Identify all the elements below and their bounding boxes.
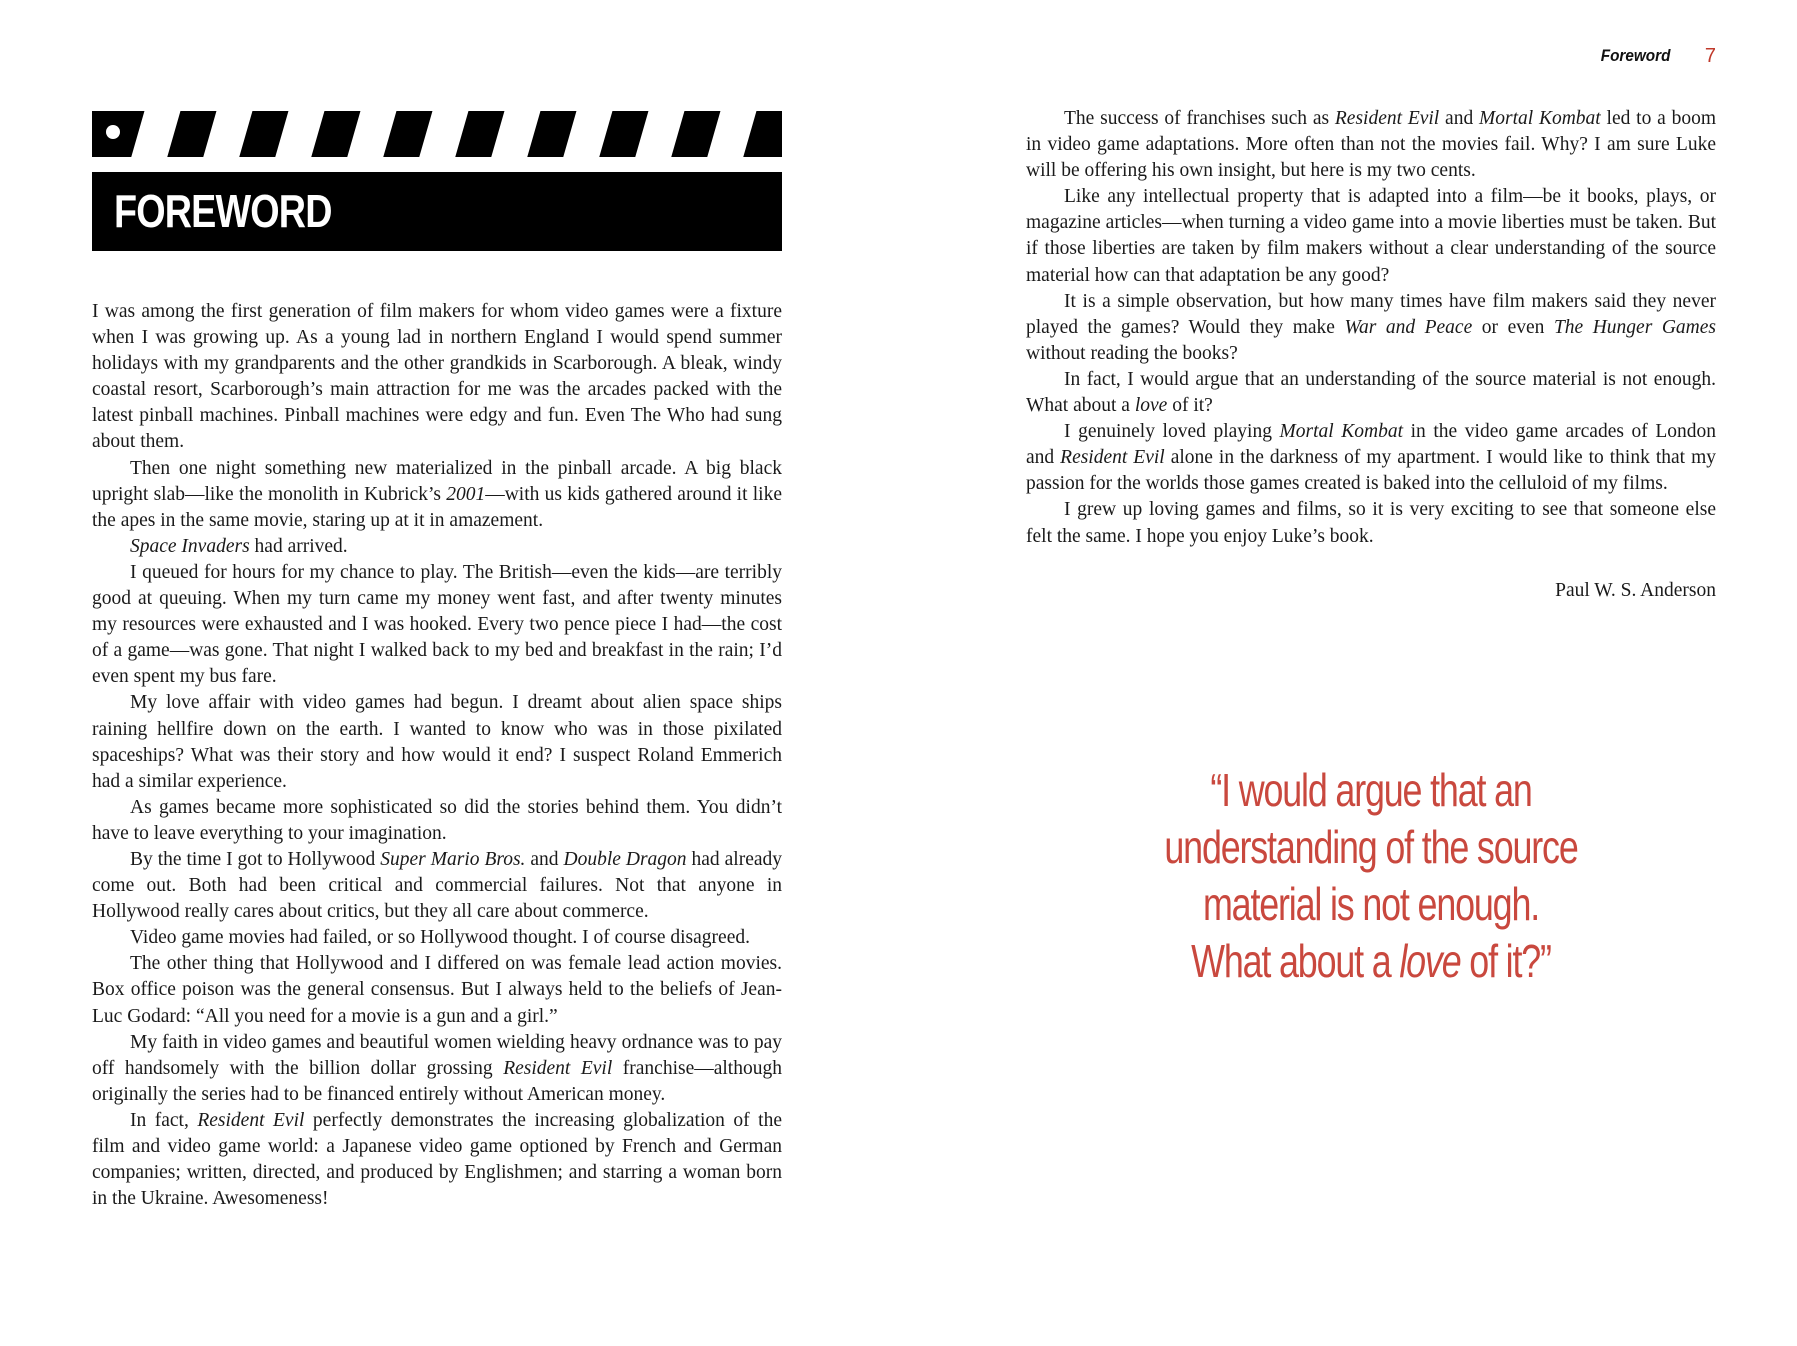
paragraph xyxy=(92,951,782,1029)
italic-text: love xyxy=(1399,935,1461,987)
clapper-stripe xyxy=(273,111,325,157)
text-run: and xyxy=(525,848,564,870)
text-run: I was among the first generation of film makers for whom video games were a fixture when I was growing up. As a young lad in northern England I would spend summer holidays with my grandparents and the other grandkids in Scarborough. A bleak, windy coastal resort, Scarborough’s main attraction for me was the arcades packed with the latest pinball machines. Pinball machines were edgy and fun. Even The Who had sung about them. xyxy=(92,301,782,453)
italic-text: Resident Evil xyxy=(197,1109,305,1131)
text-run: —with us kids gathered around it like the apes in the same movie, staring up at it in amazement. xyxy=(92,483,782,531)
italic-text: Mortal Kombat xyxy=(1279,421,1404,443)
clapper-stripe xyxy=(705,111,757,157)
text-run: The success of franchises such as xyxy=(1064,108,1335,129)
paragraph xyxy=(92,795,782,847)
italic-text: Resident Evil xyxy=(1334,108,1440,129)
clapperboard-hole-icon xyxy=(106,125,120,139)
text-run: of it?” xyxy=(1460,935,1551,987)
italic-text: love xyxy=(1134,395,1168,417)
paragraph xyxy=(92,925,782,951)
paragraph xyxy=(92,560,782,690)
text-run: As games became more sophisticated so did the stories behind them. You didn’t have to leave everything to your imagination. xyxy=(92,796,782,844)
italic-text: Super Mario Bros. xyxy=(380,848,526,870)
clapper-stripe xyxy=(417,111,469,157)
text-run: without reading the books? xyxy=(1026,342,1238,364)
paragraph xyxy=(92,299,782,456)
running-title: Foreword xyxy=(1600,46,1670,65)
clapper-stripe xyxy=(633,111,685,157)
left-page xyxy=(92,0,782,1346)
italic-text: Resident Evil xyxy=(1060,447,1165,469)
text-run: of it? xyxy=(1167,395,1213,417)
clapper-stripe xyxy=(129,111,181,157)
text-run: material is not enough. xyxy=(1202,878,1540,930)
text-run: Like any intellectual property that is adapted into a film—be it books, plays, or magazine articles—when turning a video game into a movie liberties must be taken. But if those liberties are taken by film makers without a clear understanding of the source material how can that adaptation be any good? xyxy=(1026,186,1716,286)
clapper-stripe xyxy=(561,111,613,157)
text-run: Video game movies had failed, or so Hollywood thought. I of course disagreed. xyxy=(130,927,750,949)
right-page xyxy=(1026,0,1716,1346)
text-run: or even xyxy=(1472,316,1554,338)
running-head xyxy=(1026,46,1716,72)
text-run: My faith in video games and beautiful women wielding heavy ordnance was to pay off handsomely with the billion dollar grossing xyxy=(92,1031,782,1079)
clapperboard-stripes xyxy=(92,111,782,157)
chapter-header-bar xyxy=(92,172,782,251)
pull-quote-line xyxy=(1102,762,1640,819)
text-run: My love affair with video games had begun. I dreamt about alien space ships raining hellfire down on the earth. I wanted to know who was in those pixilated spaceships? What was their story and how would it end? I suspect Roland Emmerich had a similar experience. xyxy=(92,692,782,792)
paragraph xyxy=(1026,497,1716,549)
italic-text: Resident Evil xyxy=(503,1057,613,1079)
paragraph xyxy=(92,1030,782,1108)
text-run: I genuinely loved playing xyxy=(1064,421,1280,443)
paragraph xyxy=(92,690,782,794)
author-signature: Paul W. S. Anderson xyxy=(1555,580,1716,601)
pull-quote xyxy=(1026,762,1716,990)
clapper-stripe xyxy=(201,111,253,157)
text-run: franchise—although originally the series had to be financed entirely without American money. xyxy=(92,1057,782,1105)
text-run: perfectly demonstrates the increasing globalization of the film and video game world: a Japanese video game optioned by French and German companies; written, directed, and produced by Englishmen; and starring a woman born in the Ukraine. Awesomeness! xyxy=(92,1109,782,1210)
italic-text: 2001 xyxy=(446,483,486,505)
foreword-body-left xyxy=(92,299,782,1212)
text-run: In fact, xyxy=(130,1109,198,1131)
chapter-title: FOREWORD xyxy=(114,185,332,237)
text-run: had already come out. Both had been critical and commercial failures. Not that anyone in Hollywood really cares about critics, but they all care about commerce. xyxy=(92,848,783,923)
paragraph xyxy=(1026,419,1716,497)
text-run: understanding of the source xyxy=(1164,821,1578,873)
italic-text: Space Invaders xyxy=(130,535,250,557)
foreword-body-right xyxy=(1026,106,1716,550)
text-run: Then one night something new materialized in the pinball arcade. A big black upright slab—like the monolith in Kubrick’s xyxy=(92,457,782,505)
paragraph xyxy=(92,847,782,925)
text-run: The other thing that Hollywood and I differed on was female lead action movies. Box office poison was the general consensus. But I always held to the beliefs of Jean-Luc Godard: “All you need for a movie is a gun and a girl.” xyxy=(92,953,782,1027)
text-run: By the time I got to Hollywood xyxy=(130,848,381,870)
italic-text: War and Peace xyxy=(1344,316,1473,338)
pull-quote-line xyxy=(1102,819,1640,876)
italic-text: Double Dragon xyxy=(563,848,687,870)
paragraph xyxy=(1026,367,1716,419)
pull-quote-line xyxy=(1102,876,1640,933)
text-run: led to a boom in video game adaptations. More often than not the movies fail. Why? I am sure Luke will be offering his own insight, but here is my two cents. xyxy=(1026,108,1716,182)
page-number: 7 xyxy=(1704,45,1716,67)
paragraph xyxy=(92,534,782,560)
italic-text: Mortal Kombat xyxy=(1479,108,1601,129)
text-run: I queued for hours for my chance to play. The British—even the kids—are terribly good at queuing. When my turn came my money went fast, and after twenty minutes my resources were exhausted and I was hooked. Every two pence piece I had—the cost of a game—was gone. That night I walked back to my bed and breakfast in the rain; I’d even spent my bus fare. xyxy=(92,561,782,688)
paragraph xyxy=(1026,184,1716,288)
paragraph xyxy=(1026,106,1716,184)
paragraph xyxy=(92,456,782,534)
clapper-stripe xyxy=(489,111,541,157)
text-run: had arrived. xyxy=(249,535,348,557)
text-run: and xyxy=(1439,108,1479,129)
text-run: What about a xyxy=(1191,935,1400,987)
text-run: In fact, I would argue that an understanding of the source material is not enough. What about a xyxy=(1026,368,1716,417)
text-run: alone in the darkness of my apartment. I would like to think that my passion for the worlds those games created is baked into the celluloid of my films. xyxy=(1026,447,1716,495)
text-run: “I would argue that an xyxy=(1210,764,1532,816)
pull-quote-line xyxy=(1102,933,1640,990)
paragraph xyxy=(92,1108,782,1212)
paragraph xyxy=(1026,289,1716,367)
clapper-stripe xyxy=(345,111,397,157)
text-run: in the video game arcades of London and xyxy=(1026,421,1717,469)
text-run: It is a simple observation, but how many times have film makers said they never played the games? Would they make xyxy=(1026,290,1716,338)
italic-text: The Hunger Games xyxy=(1553,316,1717,338)
text-run: I grew up loving games and films, so it is very exciting to see that someone else felt the same. I hope you enjoy Luke’s book. xyxy=(1026,499,1716,547)
